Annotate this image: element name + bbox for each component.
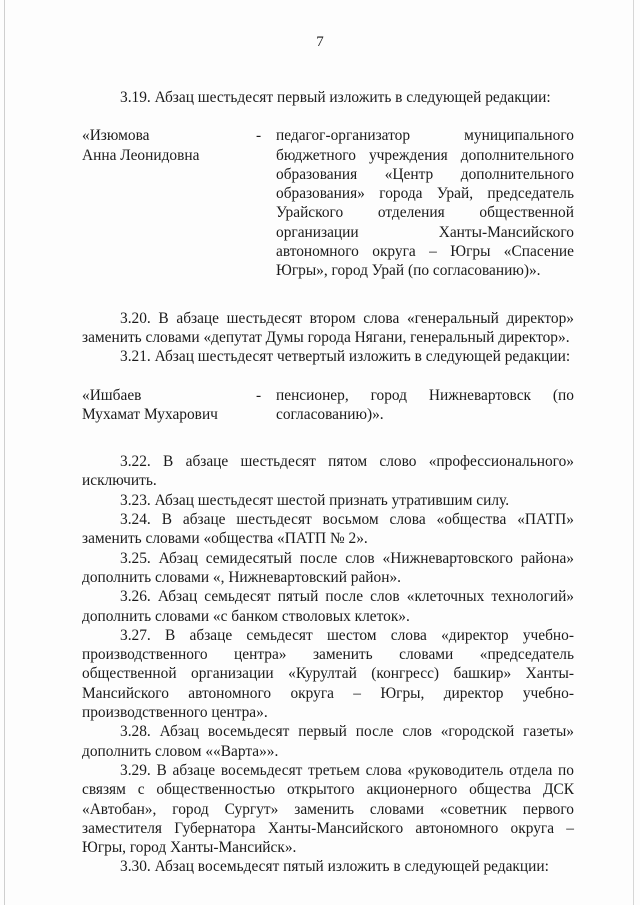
document-body	[82, 88, 574, 877]
scan-edge-left	[4, 0, 5, 905]
entry-dash: -	[256, 386, 262, 404]
paragraph-3-22: 3.22. В абзаце шестьдесят пятом слово «профессионального» исключить.	[82, 453, 574, 490]
paragraph-3-19: 3.19. Абзац шестьдесят первый изложить в следующей редакции:	[120, 89, 551, 106]
paragraph-3-23: 3.23. Абзац шестьдесят шестой признать утратившим силу.	[120, 491, 510, 509]
paragraph-3-28: 3.28. Абзац восемьдесят первый после слов «городской газеты» дополнить словом ««Варта»».	[82, 723, 574, 760]
paragraph-3-27: 3.27. В абзаце семьдесят шестом слова «директор учебно-производственного центра» заменить словами «председатель общественной организации «Курултай (конгресс) башкир» Ханты-Мансийского автономного округа – Югры, директор учебно-производственного центра».	[82, 626, 574, 722]
page-number: 7	[316, 34, 324, 50]
paragraph-3-30: 3.30. Абзац восемьдесят пятый изложить в следующей редакции:	[120, 858, 549, 876]
paragraph-3-29: 3.29. В абзаце восемьдесят третьем слова «руководитель отдела по связям с общественностью открытого акционерного общества ДСК «Автобан», город Сургут» заменить словами «советник первого заместителя Губернатора Ханты-Мансийского автономного округа – Югры, город Ханты-Мансийск».	[82, 761, 574, 857]
paragraph-3-21: 3.21. Абзац шестьдесят четвертый изложить в следующей редакции:	[120, 348, 571, 366]
scan-edge-right	[633, 0, 634, 905]
paragraph-3-20: 3.20. В абзаце шестьдесят втором слова «генеральный директор» заменить словами «депутат Думы города Нягани, генеральный директор».	[82, 309, 574, 346]
member-entry-izyumova	[82, 126, 574, 280]
member-name-line: Анна Леонидовна	[82, 146, 200, 164]
member-name-line: «Изюмова	[82, 127, 150, 145]
member-description: педагог-организатор муниципального бюджетного учреждения дополнительного образования «Центр дополнительного образования» города Урай, председатель Урайского отделения общественной организации Ханты-Мансийского автономного округа – Югры «Спасение Югры», город Урай (по согласованию)».	[276, 127, 574, 280]
paragraph-3-26: 3.26. Абзац семьдесят пятый после слов «клеточных технологий» дополнить словами «с банком стволовых клеток».	[82, 588, 574, 625]
entry-dash: -	[256, 127, 262, 145]
member-entry-ishbaev	[82, 386, 574, 425]
paragraph-3-25: 3.25. Абзац семидесятый после слов «Нижневартовского района» дополнить словами «, Нижневартовский район».	[82, 549, 574, 586]
member-name	[82, 386, 256, 425]
member-name	[82, 126, 256, 280]
member-name-line: «Ишбаев	[82, 386, 142, 404]
member-name-line: Мухамат Мухарович	[82, 405, 218, 423]
paragraph-3-24: 3.24. В абзаце шестьдесят восьмом слова «общества «ПАТП» заменить словами «общества «ПАТП № 2».	[82, 511, 574, 548]
member-description: пенсионер, город Нижневартовск (по согласованию)».	[276, 386, 574, 423]
